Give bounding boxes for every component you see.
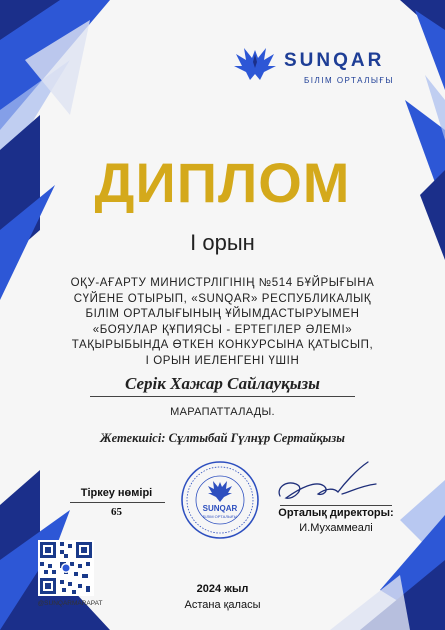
description-line: «БОЯУЛАР ҚҰПИЯСЫ - ЕРТЕГІЛЕР ӘЛЕМІ» xyxy=(92,323,353,336)
logo-wordmark: SUNQAR xyxy=(284,50,385,71)
name-underline xyxy=(90,396,355,397)
recipient-name: Серік Хажар Сайлауқызы xyxy=(125,374,320,393)
description-line: ОҚУ-АҒАРТУ МИНИСТРЛІГІНІҢ №514 БҰЙРЫҒЫНА xyxy=(70,277,375,289)
issue-year: 2024 жыл xyxy=(196,583,249,595)
director-signature xyxy=(272,458,382,508)
registration-line xyxy=(70,502,165,503)
place-text: I орын xyxy=(190,230,255,255)
issue-city: Астана қаласы xyxy=(184,599,261,611)
social-handle: @SUNQARMARAPAT xyxy=(37,600,103,607)
diploma-title: ДИПЛОМ xyxy=(94,151,351,214)
eagle-icon xyxy=(232,42,278,88)
mentor-name: Жетекшісі: Сұлтыбай Гүлнұр Сертайқызы xyxy=(100,431,345,445)
director-name: И.Мухаммеалі xyxy=(299,522,373,534)
description-line: I ОРЫН ИЕЛЕНГЕНІ ҮШІН xyxy=(145,354,300,367)
stamp-subtitle: БІЛІМ ОРТАЛЫҒЫ xyxy=(202,514,238,519)
description-line: ТАҚЫРЫБЫНДА ӨТКЕН КОНКУРСЫНА ҚАТЫСЫП, xyxy=(71,339,374,351)
registration-number: 65 xyxy=(111,506,122,518)
description-line: БІЛІМ ОРТАЛЫҒЫНЫҢ ҰЙЫМДАСТЫРУЫМЕН xyxy=(85,308,360,320)
logo-subtitle: БІЛІМ ОРТАЛЫҒЫ xyxy=(304,76,394,85)
sunqar-logo xyxy=(232,42,402,92)
description-line: СҮЙЕНЕ ОТЫРЫП, «SUNQAR» РЕСПУБЛИКАЛЫҚ xyxy=(73,292,372,305)
official-stamp xyxy=(180,460,260,540)
stamp-brand: SUNQAR xyxy=(202,504,238,513)
award-description xyxy=(50,276,395,369)
signature-line xyxy=(280,505,392,506)
registration-label: Тіркеу нөмірі xyxy=(80,487,153,499)
director-role: Орталық директоры: xyxy=(278,507,394,519)
awarded-text: МАРАПАТТАЛАДЫ. xyxy=(170,406,275,418)
